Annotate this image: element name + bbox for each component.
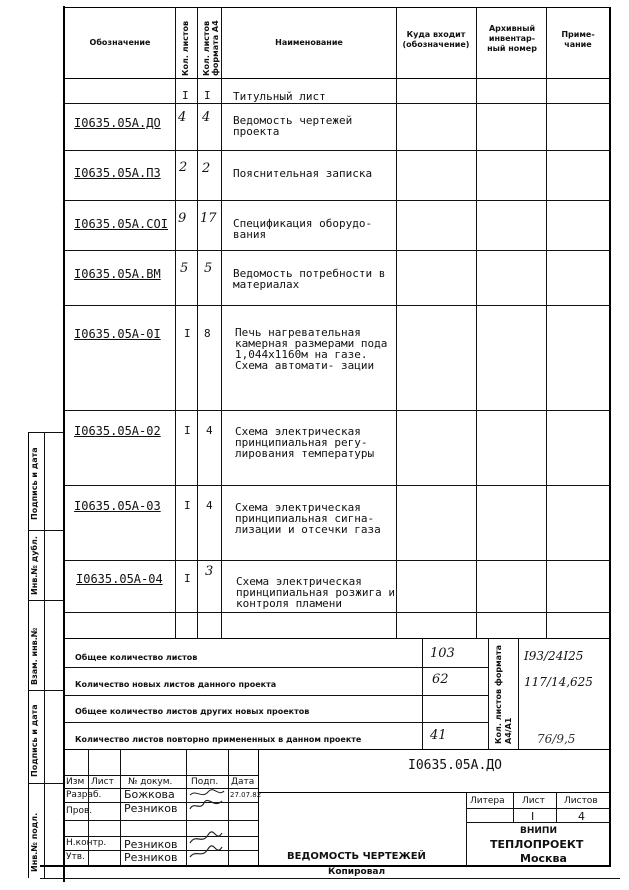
totals-col-line xyxy=(488,638,489,750)
row-name: Печь нагревательная камерная размерами пода 1,044х1160м на газе. Схема автомати- зации xyxy=(235,326,388,372)
tb-role: Утв. xyxy=(66,852,85,862)
tb-col-line xyxy=(466,792,467,866)
row-code: I0635.05А-03 xyxy=(74,499,161,513)
a4-header: Кол. листов формата А4/А1 xyxy=(494,644,513,744)
row-sheets: 5 xyxy=(180,261,189,276)
tb-doc-title: ВЕДОМОСТЬ ЧЕРТЕЖЕЙ xyxy=(287,851,426,862)
row-a4: 8 xyxy=(204,327,211,340)
tb-org-3: Москва xyxy=(520,852,567,865)
tb-row-line xyxy=(466,808,611,809)
tb-person: Резников xyxy=(124,802,178,815)
tb-sheets-value: 4 xyxy=(578,810,585,823)
row-sheets: I xyxy=(184,572,191,585)
tb-col-line xyxy=(120,750,121,866)
row-sheets: 9 xyxy=(178,211,187,226)
row-a4: 4 xyxy=(206,424,213,437)
row-name: Схема электрическая принципиальная регу- лирования температуры xyxy=(235,425,375,460)
row-line-1 xyxy=(63,103,611,104)
other-label: Общее количество листов других новых проектов xyxy=(75,707,310,716)
row-code: I0635.05А.ВМ xyxy=(74,267,161,281)
header-sheets-a4: Кол. листов формата А4 xyxy=(202,20,220,76)
frame-top xyxy=(63,7,611,8)
a4-new: 117/14,625 xyxy=(524,675,593,689)
row-code: I0635.05А-02 xyxy=(74,424,161,438)
row-code: I0635.05А.ПЗ xyxy=(74,166,161,180)
row-sheets: I xyxy=(182,89,189,102)
row-line xyxy=(63,612,611,613)
new-label: Количество новых листов данного проекта xyxy=(75,680,277,689)
frame-right xyxy=(609,8,611,866)
row-name: Пояснительная записка xyxy=(233,167,373,180)
row-code: I0635.05А.ДО xyxy=(74,116,161,130)
reused-value: 41 xyxy=(430,728,447,743)
row-sheets: I xyxy=(184,499,191,512)
row-a4: 2 xyxy=(202,161,211,176)
tb-col-header: Подп. xyxy=(191,777,219,787)
tb-person: Резников xyxy=(124,838,178,851)
row-name: Схема электрическая принципиальная розжига и контроля пламени xyxy=(236,575,395,610)
side-stamp-dup-inv: Инв.№ дубл. xyxy=(30,536,39,595)
frame-bottom-2 xyxy=(40,878,620,879)
side-stamp-top xyxy=(28,432,64,433)
row-name: Схема электрическая принципиальная сигна- лизации и отсечки газа xyxy=(235,501,381,536)
table-end-line xyxy=(63,638,611,639)
side-stamp-signature-2: Подпись и дата xyxy=(30,704,39,777)
tb-sheet-value: I xyxy=(531,810,535,823)
tb-person: Божкова xyxy=(124,788,175,801)
header-archive: Архивный инвентар- ный номер xyxy=(487,24,537,53)
row-sheets: 4 xyxy=(178,110,187,125)
row-a4: 17 xyxy=(200,211,217,226)
header-sheets-count: Кол. листов xyxy=(181,20,190,76)
row-line xyxy=(63,305,611,306)
totals-row-line xyxy=(63,695,488,696)
total-label: Общее количество листов xyxy=(75,653,198,662)
header-designation: Обозначение xyxy=(89,38,151,47)
a4-total: I93/24I25 xyxy=(524,649,584,663)
tb-role: Н.контр. xyxy=(66,838,107,848)
side-stamp-signature-1: Подпись и дата xyxy=(30,447,39,520)
row-line xyxy=(63,560,611,561)
tb-row-line xyxy=(63,820,258,821)
side-stamp-sep xyxy=(28,690,64,691)
header-bottom-line xyxy=(63,78,611,79)
side-stamp-sep xyxy=(28,783,64,784)
reused-label: Количество листов повторно примененных в данном проекте xyxy=(75,735,362,744)
col-line-6 xyxy=(546,7,547,639)
frame-left xyxy=(63,6,65,882)
totals-end-line xyxy=(63,749,611,750)
row-sheets: I xyxy=(184,424,191,437)
tb-col-line xyxy=(513,792,514,822)
tb-col-header: Дата xyxy=(231,777,255,787)
tb-copied-by: Копировал xyxy=(328,867,386,877)
tb-col-line xyxy=(258,750,259,866)
tb-col-header: № докум. xyxy=(128,777,173,787)
tb-sheets-label: Листов xyxy=(564,796,598,806)
row-name: Ведомость чертежей проекта xyxy=(233,114,353,138)
totals-row-line xyxy=(63,722,488,723)
totals-col-line xyxy=(422,638,423,750)
row-sheets: 2 xyxy=(179,160,188,175)
total-value: 103 xyxy=(430,646,455,661)
row-name: Ведомость потребности в материалах xyxy=(233,267,386,291)
row-line xyxy=(63,200,611,201)
row-line xyxy=(63,410,611,411)
row-sheets: I xyxy=(184,327,191,340)
tb-col-header: Изм xyxy=(66,777,85,787)
header-name: Наименование xyxy=(275,38,343,47)
col-line-2 xyxy=(197,7,198,639)
tb-person: Резников xyxy=(124,851,178,864)
row-name: Спецификация оборудо- вания xyxy=(233,217,373,241)
tb-row-line xyxy=(63,836,258,837)
a4-reused: 76/9,5 xyxy=(537,732,576,746)
tb-role: Пров. xyxy=(66,806,93,816)
tb-date: 27.07.82 xyxy=(230,791,262,799)
row-code: I0635.05А.СОI xyxy=(74,217,168,231)
row-line xyxy=(63,485,611,486)
row-code: I0635.05А-04 xyxy=(76,572,163,586)
tb-role: Разраб. xyxy=(66,790,102,800)
tb-org-1: ВНИПИ xyxy=(520,826,557,836)
signature-scribble xyxy=(188,787,226,863)
tb-designation: I0635.05А.ДО xyxy=(408,758,502,773)
row-a4: 3 xyxy=(205,564,214,579)
side-stamp-sep xyxy=(28,600,64,601)
totals-col-line xyxy=(518,638,519,750)
row-a4: I xyxy=(204,89,211,102)
side-stamp-mid xyxy=(44,432,45,878)
tb-sheet-label: Лист xyxy=(522,796,545,806)
row-a4: 4 xyxy=(206,499,213,512)
tb-col-header: Лист xyxy=(91,777,114,787)
col-line-1 xyxy=(175,7,176,639)
side-stamp-replace-inv: Взам. инв.№ xyxy=(30,627,39,685)
tb-col-line xyxy=(228,750,229,866)
col-line-3 xyxy=(221,7,222,639)
tb-row-line xyxy=(466,822,611,823)
header-where-used: Куда входит (обозначение) xyxy=(402,30,470,49)
tb-row-line xyxy=(258,792,611,793)
tb-org-2: ТЕПЛОПРОЕКТ xyxy=(490,838,584,851)
row-a4: 4 xyxy=(202,110,211,125)
tb-litera-label: Литера xyxy=(470,796,505,806)
row-line xyxy=(63,150,611,151)
row-a4: 5 xyxy=(204,261,213,276)
new-value: 62 xyxy=(432,672,449,687)
side-stamp-left xyxy=(28,432,29,878)
header-note: Приме- чание xyxy=(561,30,595,49)
totals-row-line xyxy=(63,667,488,668)
row-line xyxy=(63,250,611,251)
tb-col-line xyxy=(186,750,187,866)
col-line-5 xyxy=(476,7,477,639)
side-stamp-orig-inv: Инв.№ подл. xyxy=(30,812,39,872)
side-stamp-sep xyxy=(28,530,64,531)
frame-bottom xyxy=(40,865,611,867)
row-name: Титульный лист xyxy=(233,90,326,103)
tb-row-line xyxy=(63,775,258,776)
tb-col-line xyxy=(556,792,557,822)
row-code: I0635.05А-0I xyxy=(74,327,161,341)
